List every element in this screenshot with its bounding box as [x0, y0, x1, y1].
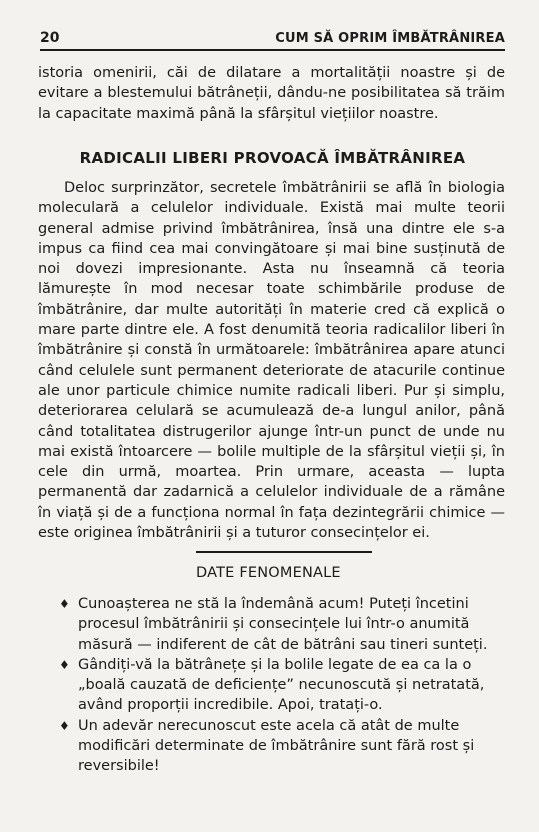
list-item-text: Cunoașterea ne stă la îndemână acum! Puteți încetini procesul îmbătrânirii și consecințele lui într-o anumită măsură — indiferent de cât de bătrâni sau tineri sunteți.	[78, 596, 488, 653]
intro-paragraph: istoria omenirii, căi de dilatare a mortalității noastre și de evitare a blestemului bătrâneții, dându-ne posibilitatea să trăim la capacitate maximă până la sfârșitul viețiilor noastre.	[38, 65, 505, 122]
list-item	[56, 716, 505, 777]
list-item	[56, 655, 505, 716]
section-title: RADICALII LIBERI PROVOACĂ ÎMBĂTRÂNIREA	[79, 149, 466, 167]
list-item	[56, 594, 505, 655]
list-item-text: Gândiți-vă la bătrânețe și la bolile legate de ea ca la o „boală cauzată de deficiențe” necunoscută și netratată, având proporții incredibile. Apoi, tratați-o.	[78, 656, 485, 714]
diamond-bullet-icon: ♦	[59, 597, 70, 611]
diamond-bullet-icon: ♦	[59, 657, 70, 672]
page-header	[40, 27, 505, 51]
page-number: 20	[40, 30, 60, 46]
list-item-text: Un adevăr nerecunoscut este acela că atât de multe modificări determinate de îmbătrânire sunt fără rost și reversibile!	[78, 717, 475, 775]
fact-list	[56, 594, 505, 777]
running-head: CUM SĂ OPRIM ÎMBĂTRÂNIREA	[275, 31, 505, 46]
box-title: DATE FENOMENALE	[196, 565, 341, 581]
main-paragraph: Deloc surprinzător, secretele îmbătrânirii se află în biologia moleculară a celulelor individuale. Există mai multe teorii general admise privind îmbătrânirea, însă una dintre ele s-a impus ca fiind cea mai convingătoare și mai bine susținută de noi dovezi impresionante. Asta nu înseamnă că teoria lămurește în mod necesar toate schimbările produse de îmbătrânire, dar multe autorități în materie cred că explică o mare parte dintre ele. A fost denumită teoria radicalilor liberi în îmbătrânire și constă în următoarele: îmbătrânirea apare atunci când celulele sunt permanent deteriorate de atacurile continue ale unor particule chimice numite radicali liberi. Pur și simplu, deteriorarea celulară se acumulează de-a lungul anilor, până când totalitatea distrugerilor ajunge într-un punct de unde nu mai există întoarcere — bolile multiple de la sfârșitul vieții și, în cele din urmă, moartea. Prin urmare, aceasta — lupta permanentă dar zadarnică a celulelor individuale de a rămâne în viață și de a funcționa normal în fața dezintegrării chimice — este originea îmbătrânirii și a tuturor consecințelor ei.	[38, 180, 505, 542]
box-divider	[196, 551, 372, 553]
diamond-bullet-icon: ♦	[59, 718, 70, 733]
